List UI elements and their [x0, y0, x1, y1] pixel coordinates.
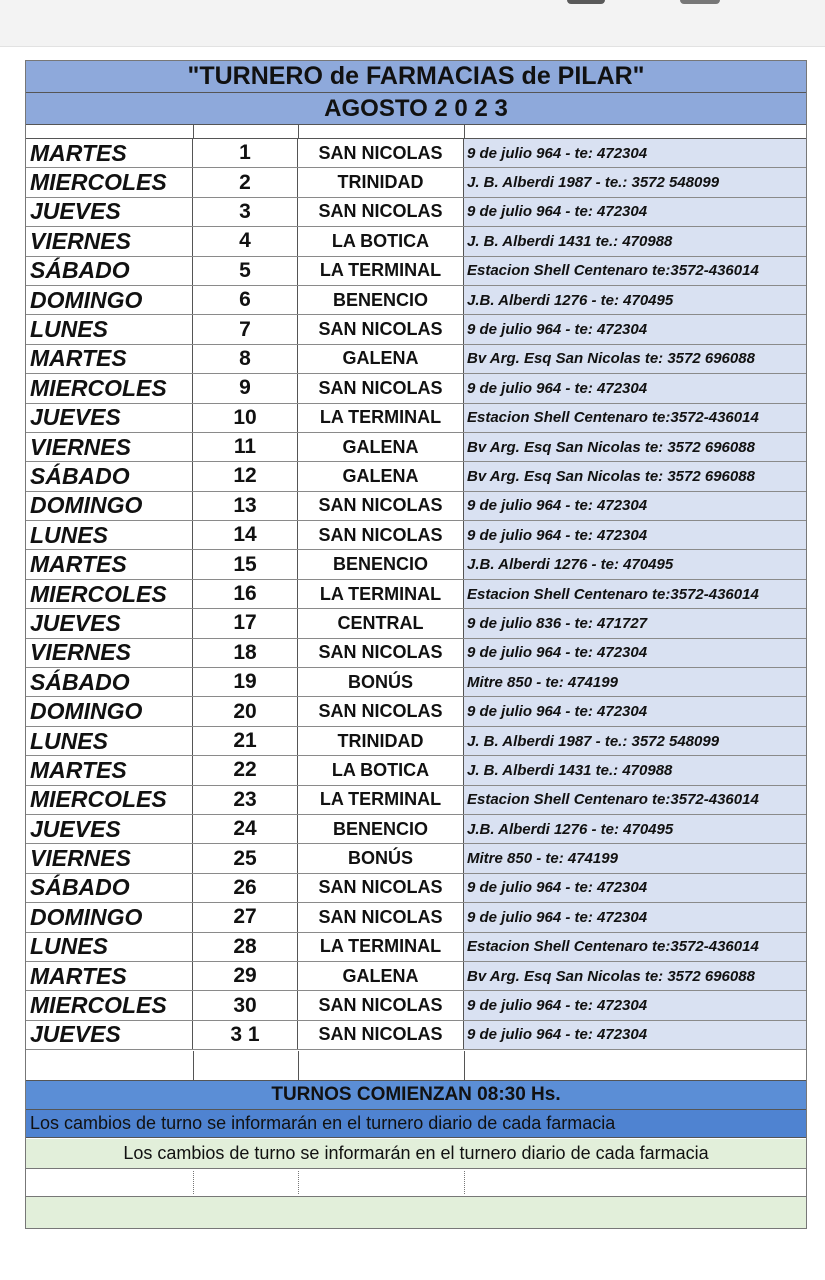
- pharmacy-name: SAN NICOLAS: [298, 374, 464, 402]
- column-divider: [193, 1051, 194, 1080]
- pharmacy-name: SAN NICOLAS: [298, 639, 464, 667]
- day-number: 4: [193, 227, 298, 255]
- status-bar-mark: [567, 0, 605, 4]
- pharmacy-address: Bv Arg. Esq San Nicolas te: 3572 696088: [464, 962, 806, 990]
- pharmacy-name: SAN NICOLAS: [298, 521, 464, 549]
- pharmacy-name: BENENCIO: [298, 286, 464, 314]
- pharmacy-address: J. B. Alberdi 1431 te.: 470988: [464, 756, 806, 784]
- day-name: SÁBADO: [26, 257, 193, 285]
- sheet-title: "TURNERO de FARMACIAS de PILAR": [26, 61, 806, 93]
- schedule-row: [26, 374, 806, 403]
- day-name: VIERNES: [26, 227, 193, 255]
- pharmacy-name: TRINIDAD: [298, 168, 464, 196]
- day-name: LUNES: [26, 315, 193, 343]
- pharmacy-address: Estacion Shell Centenaro te:3572-436014: [464, 257, 806, 285]
- pharmacy-address: J. B. Alberdi 1431 te.: 470988: [464, 227, 806, 255]
- day-name: VIERNES: [26, 639, 193, 667]
- day-number: 22: [193, 756, 298, 784]
- day-number: 2: [193, 168, 298, 196]
- day-number: 1: [193, 139, 298, 167]
- pharmacy-name: BONÚS: [298, 844, 464, 872]
- day-name: JUEVES: [26, 1021, 193, 1049]
- day-number: 23: [193, 786, 298, 814]
- day-name: MIERCOLES: [26, 580, 193, 608]
- day-name: LUNES: [26, 727, 193, 755]
- day-number: 28: [193, 933, 298, 961]
- day-name: VIERNES: [26, 433, 193, 461]
- day-name: MARTES: [26, 756, 193, 784]
- schedule-row: [26, 521, 806, 550]
- column-divider: [298, 125, 299, 138]
- day-name: JUEVES: [26, 815, 193, 843]
- day-number: 7: [193, 315, 298, 343]
- schedule-row: [26, 404, 806, 433]
- day-number: 19: [193, 668, 298, 696]
- pharmacy-name: BENENCIO: [298, 550, 464, 578]
- day-name: SÁBADO: [26, 668, 193, 696]
- day-name: SÁBADO: [26, 462, 193, 490]
- day-name: MARTES: [26, 345, 193, 373]
- pharmacy-name: LA BOTICA: [298, 227, 464, 255]
- day-number: 16: [193, 580, 298, 608]
- pharmacy-name: GALENA: [298, 462, 464, 490]
- pharmacy-name: LA TERMINAL: [298, 786, 464, 814]
- schedule-table: [26, 139, 806, 1050]
- pharmacy-name: LA TERMINAL: [298, 580, 464, 608]
- pharmacy-name: SAN NICOLAS: [298, 1021, 464, 1049]
- empty-row: [26, 1169, 806, 1197]
- pharmacy-name: SAN NICOLAS: [298, 315, 464, 343]
- footer-spacer-row: [26, 1051, 806, 1081]
- day-name: LUNES: [26, 933, 193, 961]
- pharmacy-name: GALENA: [298, 433, 464, 461]
- pharmacy-address: 9 de julio 964 - te: 472304: [464, 521, 806, 549]
- schedule-row: [26, 580, 806, 609]
- day-number: 13: [193, 492, 298, 520]
- pharmacy-address: J. B. Alberdi 1987 - te.: 3572 548099: [464, 168, 806, 196]
- day-name: JUEVES: [26, 404, 193, 432]
- changes-note-green: Los cambios de turno se informarán en el turnero diario de cada farmacia: [26, 1139, 806, 1169]
- day-name: VIERNES: [26, 844, 193, 872]
- schedule-row: [26, 286, 806, 315]
- pharmacy-name: TRINIDAD: [298, 727, 464, 755]
- pharmacy-address: J. B. Alberdi 1987 - te.: 3572 548099: [464, 727, 806, 755]
- pharmacy-name: SAN NICOLAS: [298, 492, 464, 520]
- schedule-row: [26, 345, 806, 374]
- day-name: DOMINGO: [26, 492, 193, 520]
- schedule-row: [26, 874, 806, 903]
- pharmacy-address: 9 de julio 964 - te: 472304: [464, 991, 806, 1019]
- schedule-row: [26, 815, 806, 844]
- day-number: 18: [193, 639, 298, 667]
- day-number: 6: [193, 286, 298, 314]
- opening-time-note: TURNOS COMIENZAN 08:30 Hs.: [26, 1081, 806, 1110]
- schedule-row: [26, 639, 806, 668]
- day-name: MARTES: [26, 962, 193, 990]
- pharmacy-address: 9 de julio 964 - te: 472304: [464, 903, 806, 931]
- pharmacy-name: SAN NICOLAS: [298, 903, 464, 931]
- column-divider-dotted: [193, 1171, 194, 1194]
- day-name: MARTES: [26, 139, 193, 167]
- schedule-row: [26, 1021, 806, 1050]
- day-number: 12: [193, 462, 298, 490]
- day-number: 8: [193, 345, 298, 373]
- day-number: 11: [193, 433, 298, 461]
- day-number: 30: [193, 991, 298, 1019]
- day-name: JUEVES: [26, 609, 193, 637]
- schedule-row: [26, 903, 806, 932]
- schedule-row: [26, 991, 806, 1020]
- pharmacy-name: SAN NICOLAS: [298, 991, 464, 1019]
- pharmacy-address: 9 de julio 964 - te: 472304: [464, 198, 806, 226]
- day-number: 3 1: [193, 1021, 298, 1049]
- day-number: 26: [193, 874, 298, 902]
- column-divider: [464, 1051, 465, 1080]
- pharmacy-name: BONÚS: [298, 668, 464, 696]
- pharmacy-name: SAN NICOLAS: [298, 198, 464, 226]
- pharmacy-name: GALENA: [298, 345, 464, 373]
- schedule-row: [26, 227, 806, 256]
- day-name: MIERCOLES: [26, 991, 193, 1019]
- day-name: MARTES: [26, 550, 193, 578]
- day-number: 5: [193, 257, 298, 285]
- day-name: MIERCOLES: [26, 786, 193, 814]
- column-divider: [464, 125, 465, 138]
- pharmacy-address: Bv Arg. Esq San Nicolas te: 3572 696088: [464, 462, 806, 490]
- schedule-row: [26, 697, 806, 726]
- day-name: JUEVES: [26, 198, 193, 226]
- schedule-row: [26, 315, 806, 344]
- pharmacy-name: LA TERMINAL: [298, 933, 464, 961]
- day-name: SÁBADO: [26, 874, 193, 902]
- header-spacer-row: [26, 125, 806, 139]
- day-number: 29: [193, 962, 298, 990]
- pharmacy-address: J.B. Alberdi 1276 - te: 470495: [464, 286, 806, 314]
- day-name: MIERCOLES: [26, 374, 193, 402]
- pharmacy-address: Mitre 850 - te: 474199: [464, 844, 806, 872]
- pharmacy-address: 9 de julio 964 - te: 472304: [464, 697, 806, 725]
- pharmacy-address: Bv Arg. Esq San Nicolas te: 3572 696088: [464, 345, 806, 373]
- pharmacy-name: SAN NICOLAS: [298, 697, 464, 725]
- changes-note-blue: Los cambios de turno se informarán en el turnero diario de cada farmacia: [26, 1110, 806, 1138]
- schedule-row: [26, 462, 806, 491]
- schedule-row: [26, 786, 806, 815]
- schedule-row: [26, 198, 806, 227]
- day-number: 24: [193, 815, 298, 843]
- pharmacy-address: 9 de julio 964 - te: 472304: [464, 1021, 806, 1049]
- pharmacy-address: J.B. Alberdi 1276 - te: 470495: [464, 550, 806, 578]
- pharmacy-address: Mitre 850 - te: 474199: [464, 668, 806, 696]
- schedule-row: [26, 609, 806, 638]
- column-divider: [298, 1051, 299, 1080]
- pharmacy-address: Estacion Shell Centenaro te:3572-436014: [464, 933, 806, 961]
- day-name: DOMINGO: [26, 697, 193, 725]
- pharmacy-name: SAN NICOLAS: [298, 139, 464, 167]
- pharmacy-name: LA TERMINAL: [298, 257, 464, 285]
- day-name: LUNES: [26, 521, 193, 549]
- status-bar-mark: [680, 0, 720, 4]
- day-number: 9: [193, 374, 298, 402]
- pharmacy-name: LA TERMINAL: [298, 404, 464, 432]
- pharmacy-address: 9 de julio 964 - te: 472304: [464, 315, 806, 343]
- pharmacy-name: LA BOTICA: [298, 756, 464, 784]
- day-number: 17: [193, 609, 298, 637]
- schedule-row: [26, 668, 806, 697]
- day-number: 25: [193, 844, 298, 872]
- schedule-row: [26, 933, 806, 962]
- day-number: 10: [193, 404, 298, 432]
- schedule-row: [26, 139, 806, 168]
- schedule-row: [26, 550, 806, 579]
- pharmacy-address: 9 de julio 964 - te: 472304: [464, 874, 806, 902]
- schedule-row: [26, 168, 806, 197]
- status-bar: [0, 0, 825, 47]
- schedule-row: [26, 492, 806, 521]
- pharmacy-address: 9 de julio 964 - te: 472304: [464, 639, 806, 667]
- pharmacy-address: 9 de julio 964 - te: 472304: [464, 492, 806, 520]
- column-divider-dotted: [464, 1171, 465, 1194]
- day-name: DOMINGO: [26, 286, 193, 314]
- month-heading: AGOSTO 2 0 2 3: [26, 93, 806, 125]
- pharmacy-address: 9 de julio 836 - te: 471727: [464, 609, 806, 637]
- pharmacy-address: Bv Arg. Esq San Nicolas te: 3572 696088: [464, 433, 806, 461]
- day-name: MIERCOLES: [26, 168, 193, 196]
- pharmacy-address: Estacion Shell Centenaro te:3572-436014: [464, 580, 806, 608]
- day-number: 21: [193, 727, 298, 755]
- pharmacy-address: 9 de julio 964 - te: 472304: [464, 139, 806, 167]
- pharmacy-address: J.B. Alberdi 1276 - te: 470495: [464, 815, 806, 843]
- pharmacy-address: Estacion Shell Centenaro te:3572-436014: [464, 786, 806, 814]
- pharmacy-name: BENENCIO: [298, 815, 464, 843]
- day-number: 27: [193, 903, 298, 931]
- pharmacy-address: Estacion Shell Centenaro te:3572-436014: [464, 404, 806, 432]
- day-number: 3: [193, 198, 298, 226]
- pharmacy-address: 9 de julio 964 - te: 472304: [464, 374, 806, 402]
- pharmacy-name: GALENA: [298, 962, 464, 990]
- schedule-row: [26, 844, 806, 873]
- day-name: DOMINGO: [26, 903, 193, 931]
- column-divider: [193, 125, 194, 138]
- column-divider-dotted: [298, 1171, 299, 1194]
- schedule-row: [26, 257, 806, 286]
- empty-green-row: [26, 1197, 806, 1228]
- schedule-row: [26, 962, 806, 991]
- schedule-row: [26, 756, 806, 785]
- schedule-row: [26, 433, 806, 462]
- pharmacy-name: CENTRAL: [298, 609, 464, 637]
- pharmacy-schedule-sheet: [25, 60, 807, 1229]
- day-number: 15: [193, 550, 298, 578]
- day-number: 14: [193, 521, 298, 549]
- pharmacy-name: SAN NICOLAS: [298, 874, 464, 902]
- day-number: 20: [193, 697, 298, 725]
- schedule-row: [26, 727, 806, 756]
